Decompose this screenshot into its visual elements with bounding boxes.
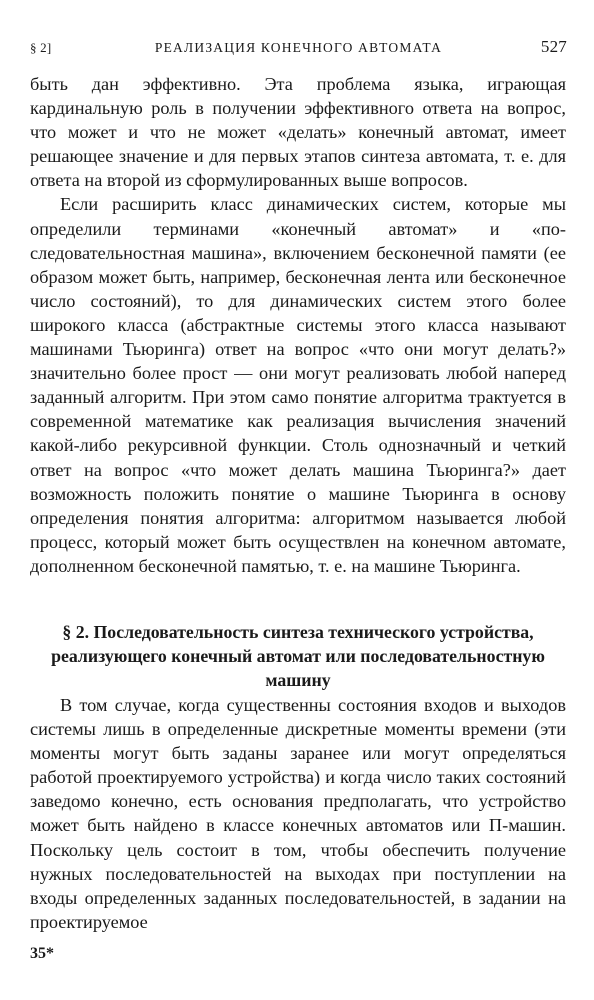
section-heading: § 2. Последовательность синтеза технического устройства, реализующего конечный автомат или последовательностную машину xyxy=(51,622,545,690)
header-running-title: РЕАЛИЗАЦИЯ КОНЕЧНОГО АВТОМАТА xyxy=(154,40,443,55)
page-number: 527 xyxy=(540,37,567,56)
header-section-ref: § 2] xyxy=(30,40,52,55)
text-block-2 xyxy=(30,693,566,934)
running-header xyxy=(30,38,567,60)
paragraph-2: Если расширить класс динамических систем, которые мы определили терминами «конечный автомат» и «последовательностная машина», включением бесконечной памяти (ее образом может быть, например, бесконечная лента или бесконечное число состояний), то для динамических систем этого более широкого класса (абстрактные системы этого класса называют машинами Тьюринга) ответ на вопрос «что они могут делать?» значительно более прост — они могут реализовать любой наперед заданный алгоритм. При этом само понятие алгоритма трактуется в современной математике как реализация вычисления значений какой-либо рекурсивной функции. Столь однозначный и четкий ответ на вопрос «что может делать машина Тьюринга?» дает возможность положить понятие о машине Тьюринга в основу определения понятия алгоритма: алгоритмом называется любой процесс, который может быть осуществлен на конечном автомате, дополненном бесконечной памятью, т. е. на машине Тьюринга. xyxy=(30,194,566,576)
text-block-1 xyxy=(30,72,566,578)
signature-mark: 35* xyxy=(30,945,54,962)
paragraph-3: В том случае, когда существенны состояния входов и выходов системы лишь в определенные дискретные моменты времени (эти моменты могут быть заданы заранее или могут определяться работой проектируемого устройства) и когда число таких состояний заведомо конечно, есть основания предполагать, что устройство может быть найдено в классе конечных автоматов или П-машин. Поскольку цель состоит в том, чтобы обеспечить получение нужных последовательностей на выходах при поступлении на входы определенных заданных последовательностей, в задании на проектируемое xyxy=(30,695,566,932)
paragraph-1: быть дан эффективно. Эта проблема языка, играющая кардинальную роль в получении эффективного ответа на вопрос, что может и что не может «делать» конечный автомат, имеет решающее значение и для первых этапов синтеза автомата, т. е. для ответа на второй из сформулированных выше вопросов. xyxy=(30,74,566,191)
